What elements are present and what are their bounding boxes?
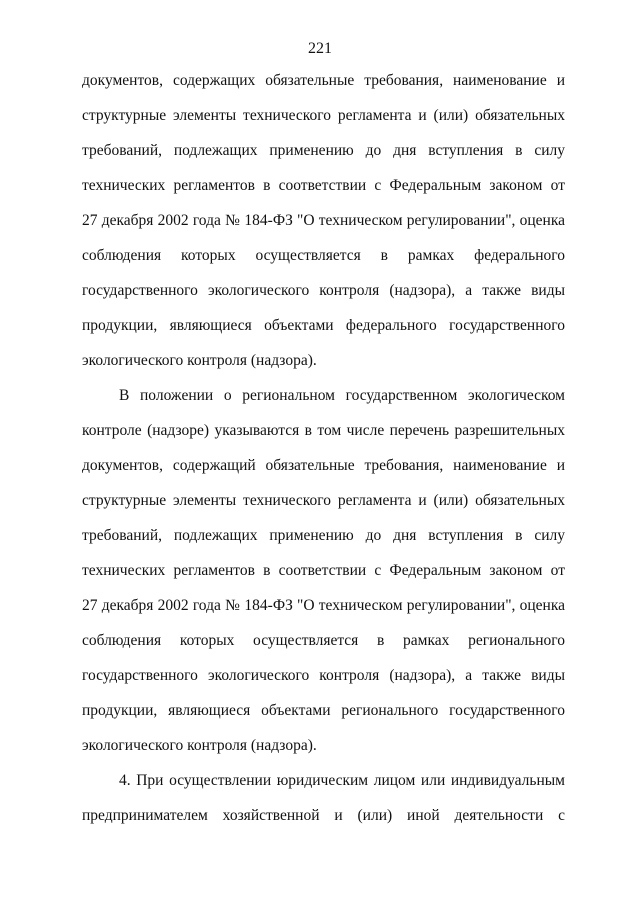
text-line: соблюдения которых осуществляется в рамках регионального <box>82 632 565 649</box>
text-line: требований, подлежащих применению до дня вступления в силу <box>82 142 565 159</box>
text-line: документов, содержащих обязательные требования, наименование и <box>82 72 565 89</box>
text-line: требований, подлежащих применению до дня вступления в силу <box>82 527 565 544</box>
text-line: продукции, являющиеся объектами федерального государственного <box>82 317 565 334</box>
text-line: контроле (надзоре) указываются в том числе перечень разрешительных <box>82 422 565 439</box>
text-line: экологического контроля (надзора). <box>82 352 317 369</box>
text-line: продукции, являющиеся объектами регионального государственного <box>82 702 565 719</box>
text-line: 27 декабря 2002 года № 184-ФЗ "О техническом регулировании", оценка <box>82 597 565 614</box>
text-line: структурные элементы технического регламента и (или) обязательных <box>82 492 565 509</box>
text-line: структурные элементы технического регламента и (или) обязательных <box>82 107 565 124</box>
text-line: экологического контроля (надзора). <box>82 737 317 754</box>
text-line: соблюдения которых осуществляется в рамках федерального <box>82 247 565 264</box>
text-line: технических регламентов в соответствии с Федеральным законом от <box>82 177 565 194</box>
text-line: 4. При осуществлении юридическим лицом или индивидуальным <box>119 772 565 789</box>
page-number: 221 <box>308 40 332 57</box>
text-line: государственного экологического контроля (надзора), а также виды <box>82 667 565 684</box>
text-line: государственного экологического контроля (надзора), а также виды <box>82 282 565 299</box>
text-line: предпринимателем хозяйственной и (или) иной деятельности с <box>82 807 565 824</box>
text-line: 27 декабря 2002 года № 184-ФЗ "О техническом регулировании", оценка <box>82 212 565 229</box>
text-line: В положении о региональном государственном экологическом <box>119 387 565 404</box>
text-line: технических регламентов в соответствии с Федеральным законом от <box>82 562 565 579</box>
text-line: документов, содержащий обязательные требования, наименование и <box>82 457 565 474</box>
